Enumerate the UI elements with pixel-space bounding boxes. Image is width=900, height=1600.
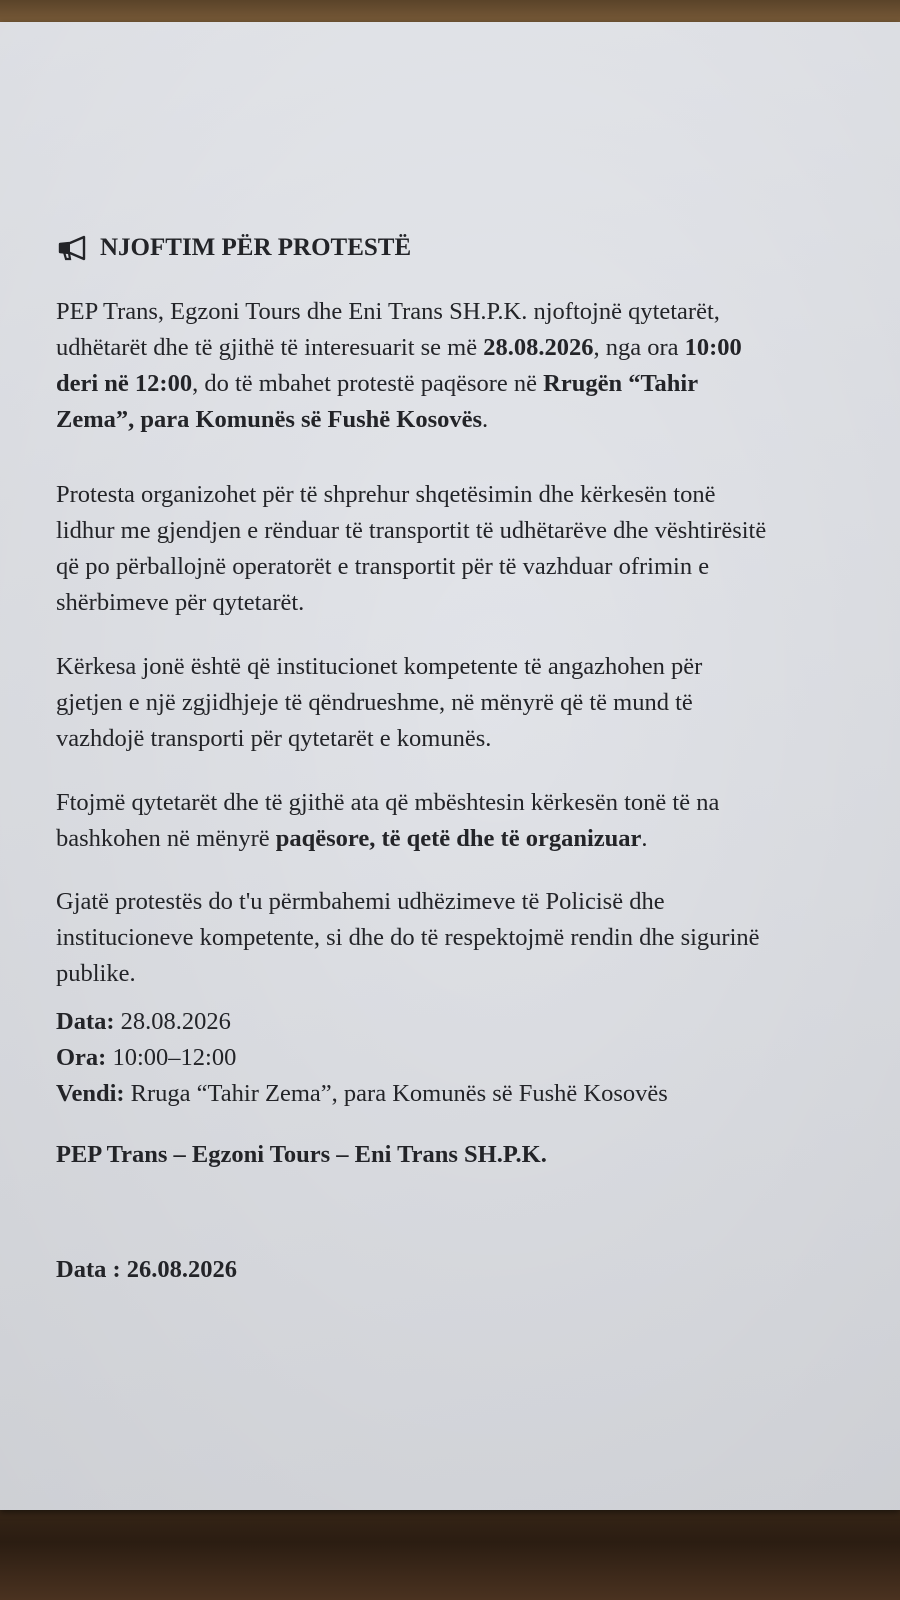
event-details (56, 1004, 886, 1112)
reason-line-1: Protesta organizohet për të shprehur shqetësimin dhe kërkesën tonë (56, 481, 716, 508)
reason-line-3: që po përballojnë operatorët e transportit për të vazhduar ofrimin e (56, 553, 710, 580)
table-surface-bottom (0, 1495, 900, 1600)
protest-start-bold: 10:00 (684, 334, 742, 361)
intro-line-2 (56, 330, 886, 366)
detail-place-label: Vendi: (56, 1080, 125, 1107)
invitation-line-1: Ftojmë qytetarët dhe të gjithë ata që mbështesin kërkesën tonë të na (56, 789, 720, 816)
intro-text-1: PEP Trans, Egzoni Tours dhe Eni Trans SH.P.K. njoftojnë qytetarët, (56, 298, 720, 325)
invitation-line-2 (56, 821, 886, 857)
paragraph-invitation (56, 785, 886, 857)
intro-line-3 (56, 366, 886, 402)
intro-text-2b: , nga ora (593, 334, 685, 361)
invitation-end: . (641, 825, 648, 852)
intro-paragraph (56, 294, 886, 438)
protest-end-bold: deri në 12:00 (56, 370, 193, 397)
detail-time (56, 1040, 886, 1076)
request-line-2: gjetjen e një zgjidhjeje të qëndrueshme, në mënyrë që të mund të (56, 689, 693, 716)
intro-line-4 (56, 402, 886, 438)
heading-text: NJOFTIM PËR PROTESTË (100, 234, 412, 261)
intro-line-1 (56, 294, 886, 330)
notice-paper (0, 22, 900, 1510)
paragraph-reason (56, 477, 886, 621)
detail-time-label: Ora: (56, 1044, 107, 1071)
request-line-1: Kërkesa jonë është që institucionet kompetente të angazhohen për (56, 653, 703, 680)
paragraph-request (56, 649, 886, 757)
detail-date-label: Data: (56, 1008, 115, 1035)
organizers-signature: PEP Trans – Egzoni Tours – Eni Trans SH.P.K. (56, 1141, 547, 1168)
intro-text-2a: udhëtarët dhe të gjithë të interesuarit se më (56, 334, 484, 361)
detail-date (56, 1004, 886, 1040)
issue-date: Data : 26.08.2026 (56, 1256, 238, 1283)
protest-place-bold-2: Zema”, para Komunës së Fushë Kosovës (56, 406, 483, 433)
detail-date-value: 28.08.2026 (114, 1008, 231, 1035)
notice-heading (56, 230, 411, 266)
reason-line-2: lidhur me gjendjen e rënduar të transportit të udhëtarëve dhe vështirësitë (56, 517, 767, 544)
conduct-line-1: Gjatë protestës do t'u përmbahemi udhëzimeve të Policisë dhe (56, 888, 665, 915)
detail-place-value: Rruga “Tahir Zema”, para Komunës së Fushë Kosovës (124, 1080, 668, 1107)
detail-place (56, 1076, 886, 1112)
protest-place-bold-1: Rrugën “Tahir (543, 370, 699, 397)
invitation-bold: paqësore, të qetë dhe të organizuar (275, 825, 642, 852)
intro-text-3b: , do të mbahet protestë paqësore në (192, 370, 544, 397)
intro-text-4-end: . (482, 406, 489, 433)
reason-line-4: shërbimeve për qytetarët. (56, 589, 305, 616)
detail-time-value: 10:00–12:00 (106, 1044, 237, 1071)
request-line-3: vazhdojë transporti për qytetarët e komunës. (56, 725, 492, 752)
invitation-text-2a: bashkohen në mënyrë (56, 825, 276, 852)
megaphone-icon (56, 235, 92, 261)
protest-date-bold: 28.08.2026 (483, 334, 594, 361)
conduct-line-2: institucioneve kompetente, si dhe do të respektojmë rendin dhe sigurinë (56, 924, 760, 951)
conduct-line-3: publike. (56, 960, 136, 987)
paragraph-conduct (56, 884, 886, 992)
